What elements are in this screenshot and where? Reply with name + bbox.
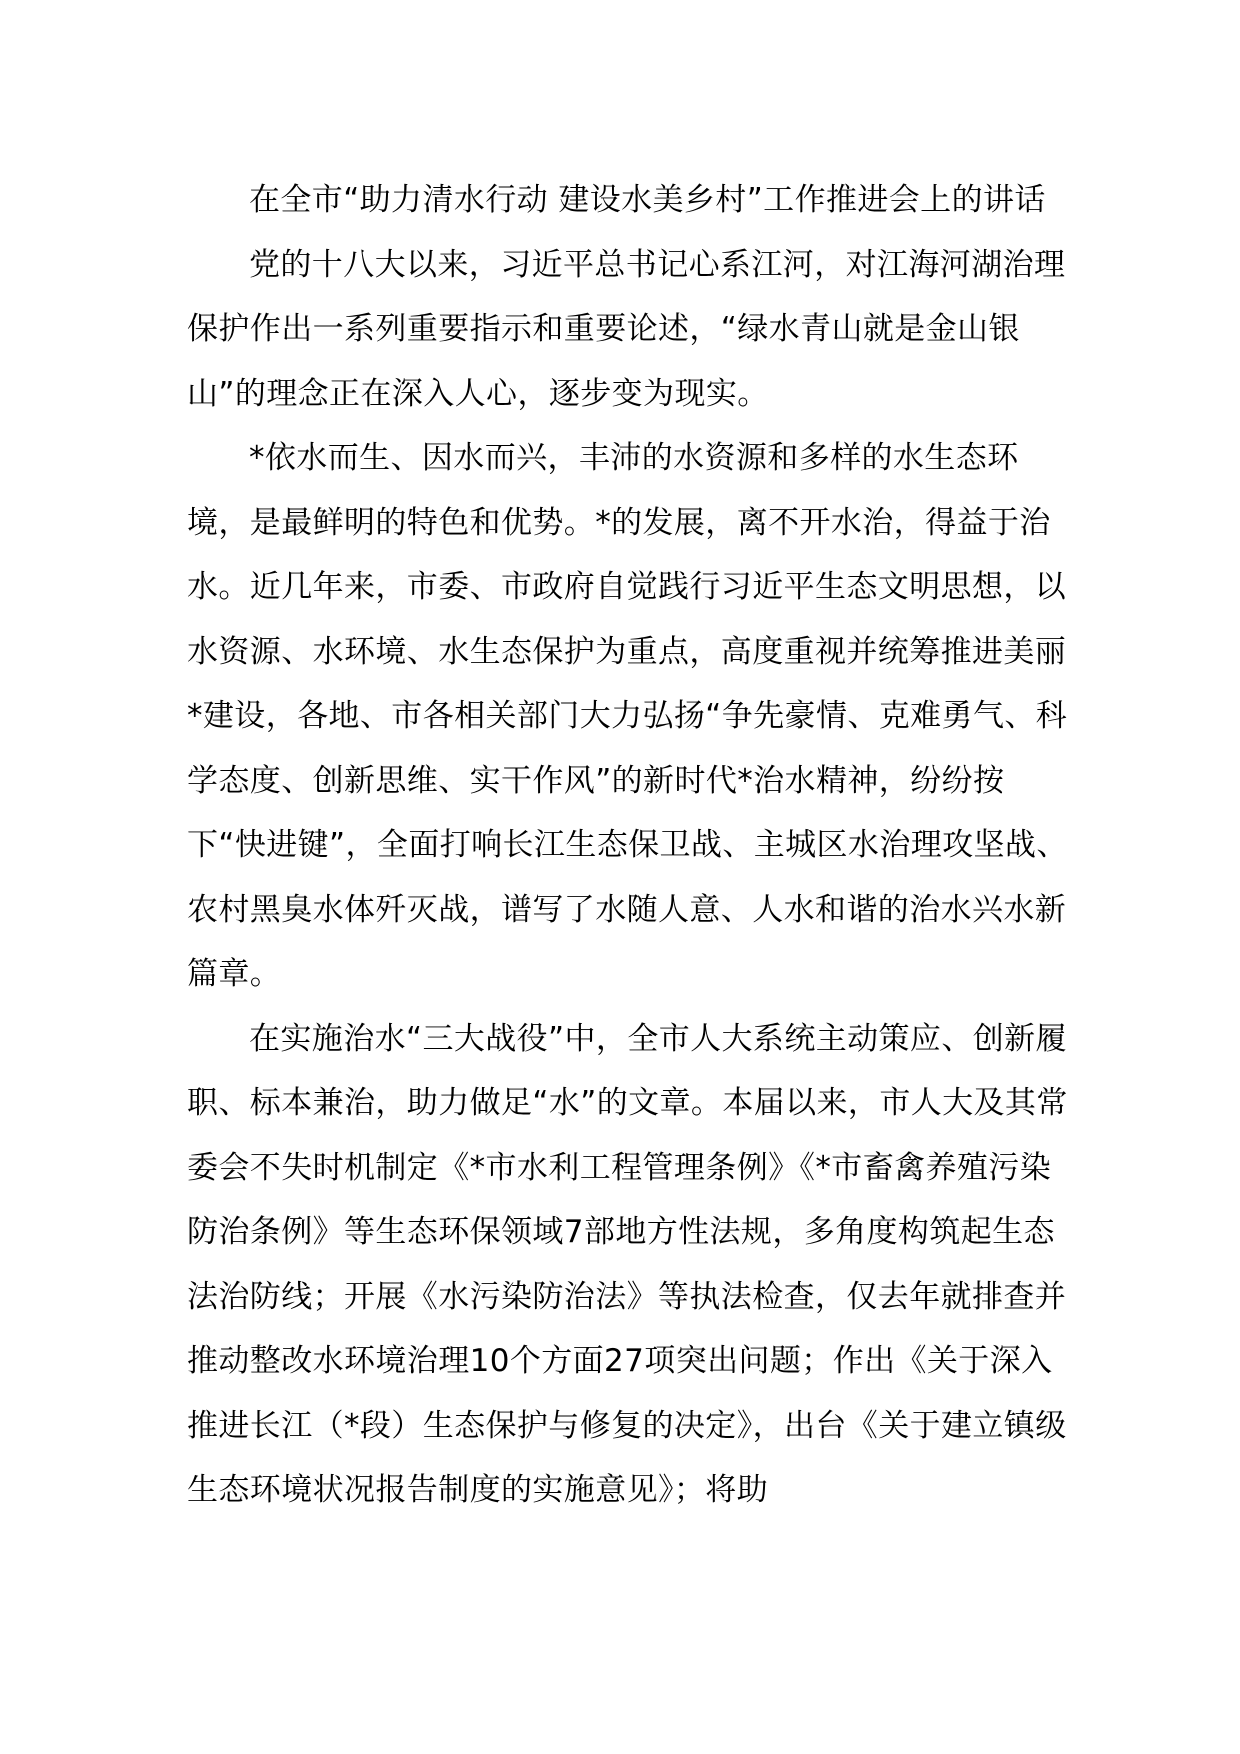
paragraph-1: 党的十八大以来，习近平总书记心系江河，对江海河湖治理保护作出一系列重要指示和重要论述，“绿水青山就是金山银山”的理念正在深入人心，逐步变为现实。 — [187, 246, 1066, 412]
document-title: 在全市“助力清水行动 建设水美乡村”工作推进会上的讲话 — [249, 182, 1046, 218]
paragraph-3: 在实施治水“三大战役”中，全市人大系统主动策应、创新履职、标本兼治，助力做足“水”的文章。本届以来，市人大及其常委会不失时机制定《*市水利工程管理条例》《*市畜禽养殖污染防治条例》等生态环保领域7部地方性法规，多角度构筑起生态法治防线；开展《水污染防治法》等执法检查，仅去年就排查并推动整改水环境治理10个方面27项突出问题；作出《关于深入推进长江（*段）生态保护与修复的决定》，出台《关于建立镇级生态环境状况报告制度的实施意见》；将助 — [187, 1020, 1068, 1508]
paragraph-2: *依水而生、因水而兴，丰沛的水资源和多样的水生态环境，是最鲜明的特色和优势。*的发展，离不开水治，得益于治水。近几年来，市委、市政府自觉践行习近平生态文明思想，以水资源、水环境、水生态保护为重点，高度重视并统筹推进美丽*建设，各地、市各相关部门大力弘扬“争先豪情、克难勇气、科学态度、创新思维、实干作风”的新时代*治水精神，纷纷按下“快进键”，全面打响长江生态保卫战、主城区水治理攻坚战、农村黑臭水体歼灭战，谱写了水随人意、人水和谐的治水兴水新篇章。 — [187, 440, 1068, 992]
document-body — [187, 168, 1077, 1523]
